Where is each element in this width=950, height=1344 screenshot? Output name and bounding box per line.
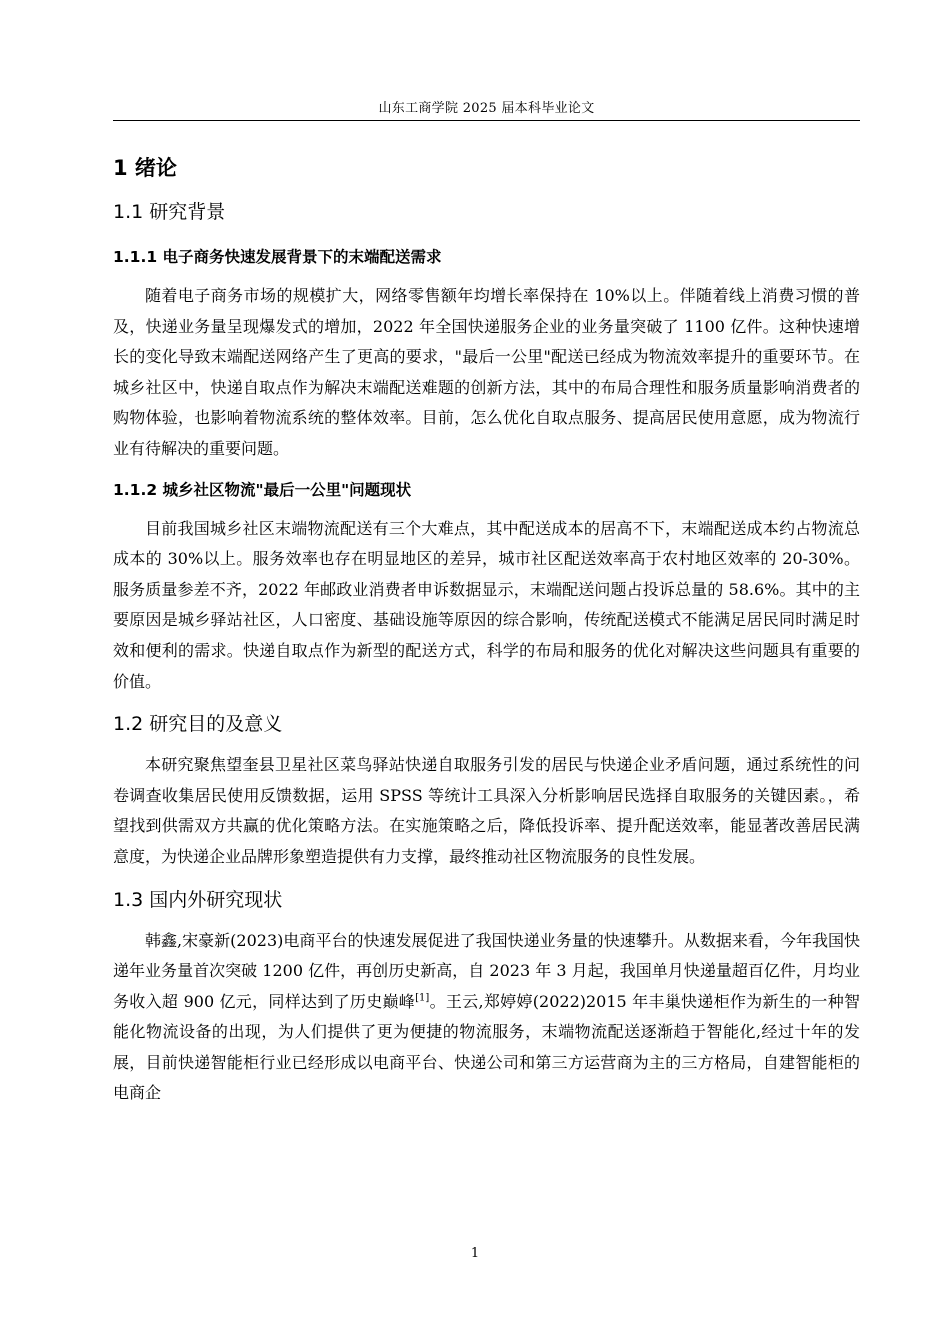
- spacer: [113, 873, 860, 887]
- spacer: [113, 501, 860, 514]
- paragraph-1-3-part2: 。王云,郑婷婷(2022)2015 年丰巢快递柜作为新生的一种智能化物流设备的出现，为人们提供了更为便捷的物流服务，末端物流配送逐渐趋于智能化,经过十年的发展，目前快递智能柜行业已经形成以电商平台、快递公司和第三方运营商为主的三方格局，自建智能柜的电商企: [113, 991, 860, 1103]
- paragraph-1-3-part1: 韩鑫,宋豪新(2023)电商平台的快速发展促进了我国快递业务量的快速攀升。从数据来看，今年我国快递年业务量首次突破 1200 亿件，再创历史新高，自 2023 年 3 月起，我国单月快递量超百亿件，月均业务收入超 900 亿元，同样达到了历史巅峰: [113, 930, 860, 1011]
- spacer: [113, 182, 860, 199]
- running-header: 山东工商学院 2025 届本科毕业论文: [378, 101, 595, 116]
- paragraph-1-3: [113, 926, 860, 1110]
- page-content: [113, 138, 860, 1109]
- subsection-title-1-1-2: 1.1.2 城乡社区物流"最后一公里"问题现状: [113, 480, 412, 499]
- header-rule: [113, 120, 860, 121]
- chapter-title: 1 绪论: [113, 156, 177, 180]
- subsection-title-1-1-1: 1.1.1 电子商务快速发展背景下的末端配送需求: [113, 248, 442, 266]
- spacer: [113, 465, 860, 479]
- citation-ref-1: [1]: [415, 992, 430, 1004]
- page-number: 1: [470, 1246, 480, 1261]
- spacer: [113, 737, 860, 750]
- paragraph-1-1-1: 随着电子商务市场的规模扩大，网络零售额年均增长率保持在 10%以上。伴随着线上消费习惯的普及，快递业务量呈现爆发式的增加，2022 年全国快递服务企业的业务量突破了 1100 亿件。这种快速增长的变化导致末端配送网络产生了更高的要求，"最后一公里"配送已经成为物流效率提升的重要环节。在城乡社区中，快递自取点作为解决末端配送难题的创新方法，其中的布局合理性和服务质量影响消费者的购物体验，也影响着物流系统的整体效率。目前，怎么优化自取点服务、提高居民使用意愿，成为物流行业有待解决的重要问题。: [113, 286, 860, 458]
- spacer: [113, 913, 860, 926]
- spacer: [113, 697, 860, 711]
- spacer: [113, 268, 860, 281]
- section-title-1-3: 1.3 国内外研究现状: [113, 888, 283, 911]
- section-title-1-1: 1.1 研究背景: [113, 201, 226, 223]
- paragraph-1-1-2: 目前我国城乡社区末端物流配送有三个大难点，其中配送成本的居高不下，末端配送成本约占物流总成本的 30%以上。服务效率也存在明显地区的差异，城市社区配送效率高于农村地区效率的 20-30%。服务质量参差不齐，2022 年邮政业消费者申诉数据显示，末端配送问题占投诉总量的 58.6%。其中的主要原因是城乡驿站社区，人口密度、基础设施等原因的综合影响，传统配送模式不能满足居民同时满足时效和便利的需求。快递自取点作为新型的配送方式，科学的布局和服务的优化对解决这些问题具有重要的价值。: [113, 518, 860, 691]
- section-title-1-2: 1.2 研究目的及意义: [113, 713, 283, 736]
- paragraph-1-2: 本研究聚焦望奎县卫星社区菜鸟驿站快递自取服务引发的居民与快递企业矛盾问题，通过系统性的问卷调查收集居民使用反馈数据，运用 SPSS 等统计工具深入分析影响居民选择自取服务的关键因素。，希望找到供需双方共赢的优化策略方法。在实施策略之后，降低投诉率、提升配送效率，能显著改善居民满意度，为快递企业品牌形象塑造提供有力支撑，最终推动社区物流服务的良性发展。: [113, 755, 860, 866]
- spacer: [113, 225, 860, 246]
